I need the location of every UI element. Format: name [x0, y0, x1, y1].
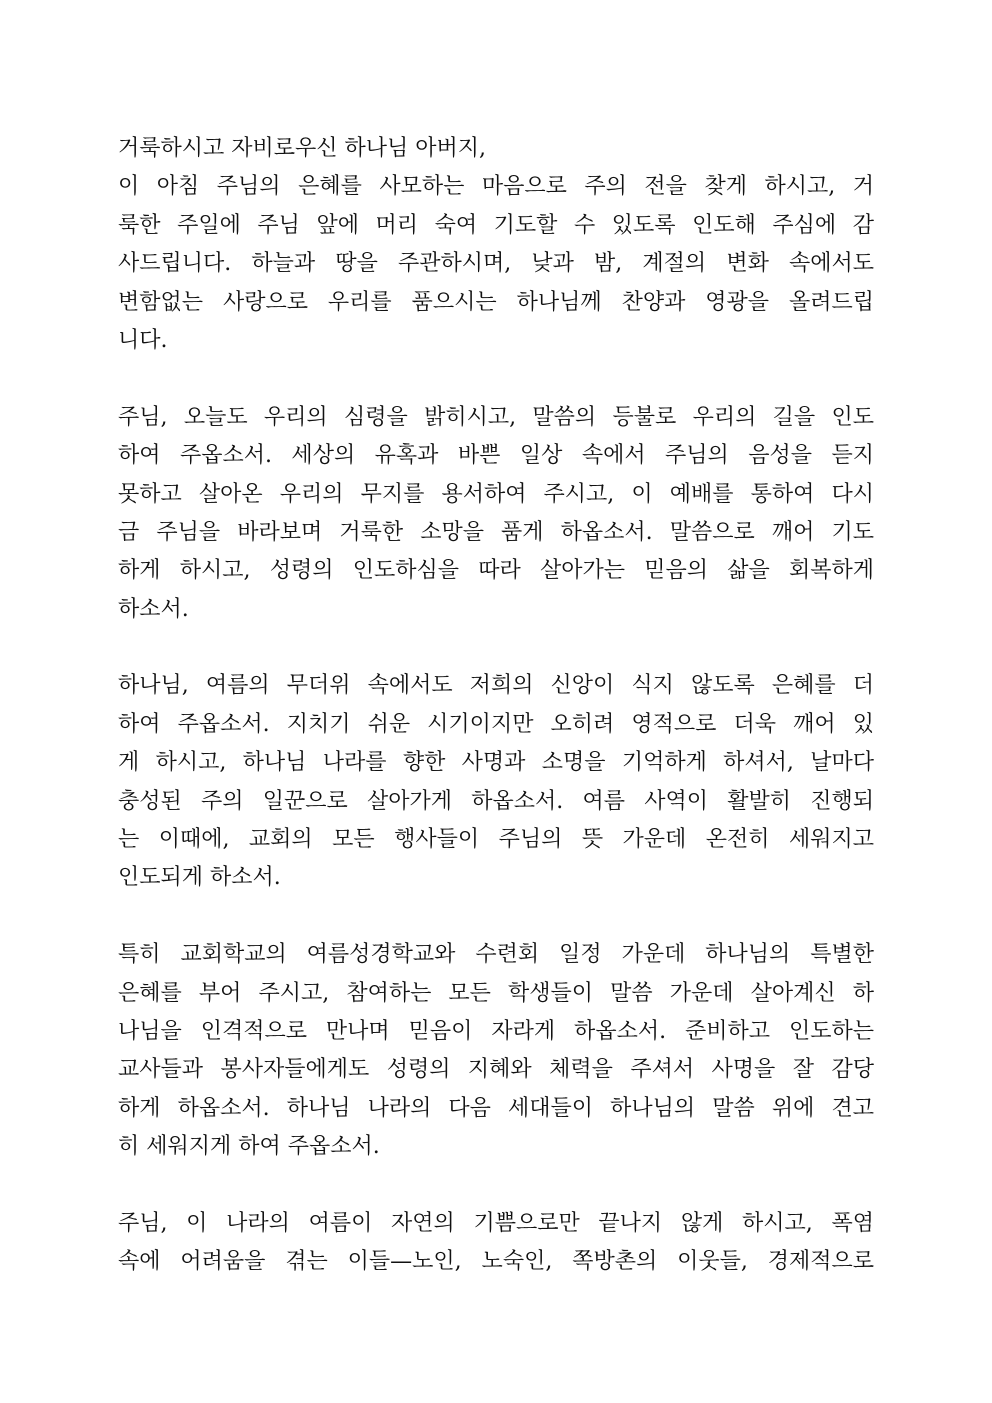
paragraph-gap	[118, 898, 874, 936]
text-line: 은혜를 부어 주시고, 참여하는 모든 학생들이 말씀 가운데 살아계신 하	[118, 980, 874, 1006]
text-line: 사드립니다. 하늘과 땅을 주관하시며, 낮과 밤, 계절의 변화 속에서도	[118, 251, 874, 277]
text-line: 는 이때에, 교회의 모든 행사들이 주님의 뜻 가운데 온전히 세워지고	[118, 827, 874, 853]
text-line: 게 하시고, 하나님 나라를 향한 사명과 소명을 기억하게 하셔서, 날마다	[118, 750, 874, 776]
text-line: 하게 하옵소서. 하나님 나라의 다음 세대들이 하나님의 말씀 위에 견고	[118, 1095, 874, 1121]
text-line: 히 세워지게 하여 주옵소서.	[118, 1134, 380, 1160]
text-line: 룩한 주일에 주님 앞에 머리 숙여 기도할 수 있도록 인도해 주심에 감	[118, 212, 874, 238]
document-page	[118, 130, 874, 1282]
text-line: 변함없는 사랑으로 우리를 품으시는 하나님께 찬양과 영광을 올려드립	[118, 289, 874, 315]
text-line: 니다.	[118, 327, 168, 353]
text-line: 못하고 살아온 우리의 무지를 용서하여 주시고, 이 예배를 통하여 다시	[118, 481, 874, 507]
paragraph-3	[118, 667, 874, 897]
text-line: 하게 하시고, 성령의 인도하심을 따라 살아가는 믿음의 삶을 회복하게	[118, 558, 874, 584]
text-line: 금 주님을 바라보며 거룩한 소망을 품게 하옵소서. 말씀으로 깨어 기도	[118, 519, 874, 545]
paragraph-4	[118, 936, 874, 1166]
text-line: 하소서.	[118, 596, 189, 622]
text-line: 거룩하시고 자비로우신 하나님 아버지,	[118, 136, 487, 161]
text-line: 속에 어려움을 겪는 이들—노인, 노숙인, 쪽방촌의 이웃들, 경제적으로	[118, 1249, 874, 1275]
paragraph-gap	[118, 629, 874, 667]
text-line: 하나님, 여름의 무더위 속에서도 저희의 신앙이 식지 않도록 은혜를 더	[118, 673, 874, 699]
text-line: 주님, 이 나라의 여름이 자연의 기쁨으로만 끝나지 않게 하시고, 폭염	[118, 1210, 874, 1236]
paragraph-1	[118, 130, 874, 360]
text-line: 나님을 인격적으로 만나며 믿음이 자라게 하옵소서. 준비하고 인도하는	[118, 1018, 874, 1044]
text-line: 주님, 오늘도 우리의 심령을 밝히시고, 말씀의 등불로 우리의 길을 인도	[118, 404, 874, 430]
text-line: 충성된 주의 일꾼으로 살아가게 하옵소서. 여름 사역이 활발히 진행되	[118, 788, 874, 814]
text-line: 하여 주옵소서. 세상의 유혹과 바쁜 일상 속에서 주님의 음성을 듣지	[118, 443, 874, 469]
text-line: 하여 주옵소서. 지치기 쉬운 시기이지만 오히려 영적으로 더욱 깨어 있	[118, 711, 874, 737]
text-line: 인도되게 하소서.	[118, 865, 281, 891]
text-line: 특히 교회학교의 여름성경학교와 수련회 일정 가운데 하나님의 특별한	[118, 942, 874, 968]
text-line: 이 아침 주님의 은혜를 사모하는 마음으로 주의 전을 찾게 하시고, 거	[118, 174, 874, 200]
paragraph-2	[118, 399, 874, 629]
paragraph-gap	[118, 1167, 874, 1205]
paragraph-5	[118, 1205, 874, 1282]
paragraph-gap	[118, 360, 874, 398]
text-line: 교사들과 봉사자들에게도 성령의 지혜와 체력을 주셔서 사명을 잘 감당	[118, 1057, 874, 1083]
